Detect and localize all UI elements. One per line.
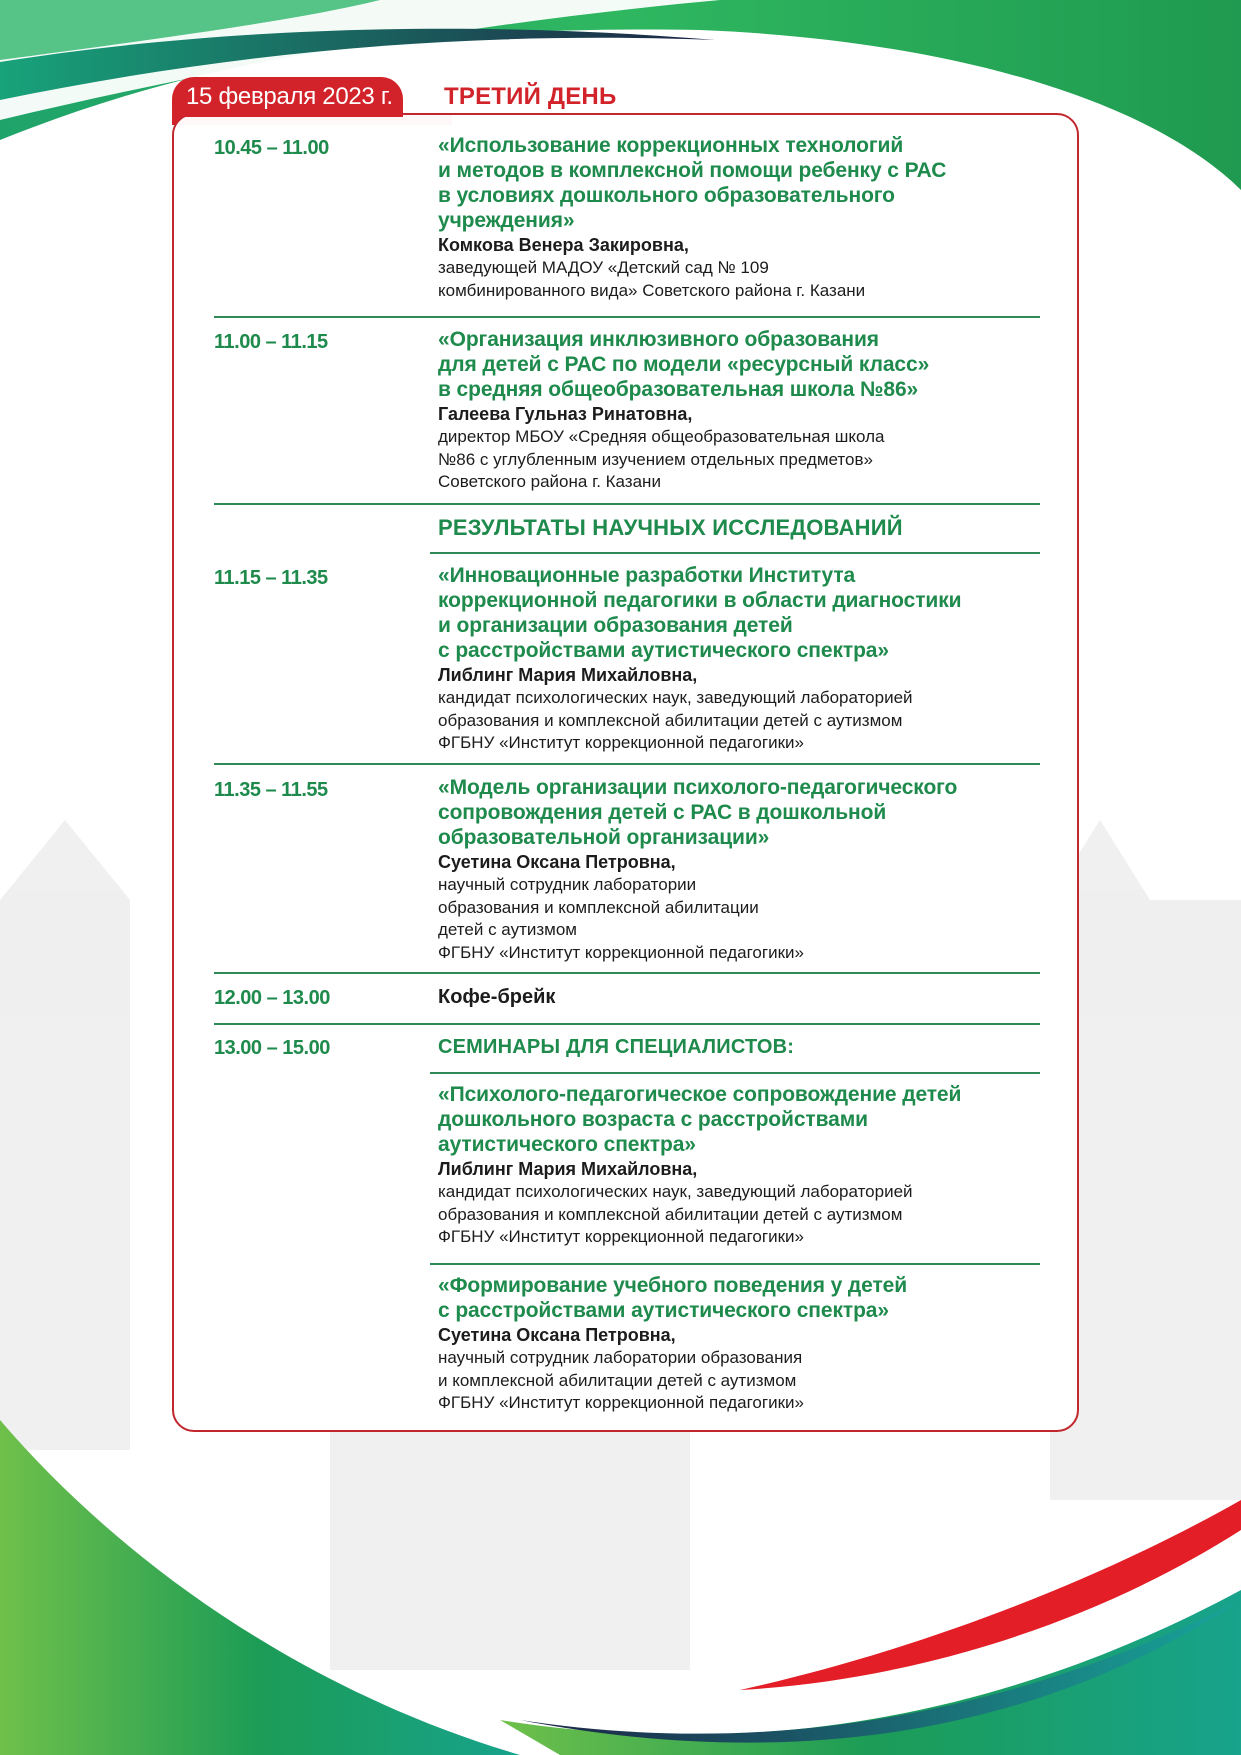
item-title: «Формирование учебного поведения у детей с расстройствами аутистического спектра»: [438, 1274, 908, 1322]
section-heading: РЕЗУЛЬТАТЫ НАУЧНЫХ ИССЛЕДОВАНИЙ: [438, 515, 903, 540]
item-affiliation: кандидат психологических наук, заведующий лабораторией образования и комплексной абилитации детей с аутизмом ФГБНУ «Институт коррекционной педагогики»: [438, 688, 913, 752]
break-label: Кофе-брейк: [438, 986, 556, 1008]
item-affiliation: научный сотрудник лаборатории образования и комплексной абилитации детей с аутизмом ФГБНУ «Институт коррекционной педагогики»: [438, 875, 804, 962]
item-speaker: Галеева Гульназ Ринатовна,: [438, 404, 693, 424]
separator: [430, 552, 1040, 554]
item-title: «Инновационные разработки Института коррекционной педагогики в области диагностики и организации образования детей с расстройствами аутистического спектра»: [438, 564, 962, 662]
item-time: 13.00 – 15.00: [214, 1037, 330, 1059]
item-affiliation: кандидат психологических наук, заведующий лабораторией образования и комплексной абилитации детей с аутизмом ФГБНУ «Институт коррекционной педагогики»: [438, 1182, 913, 1246]
day-label: ТРЕТИЙ ДЕНЬ: [444, 83, 617, 110]
separator: [430, 1263, 1040, 1265]
item-title: «Организация инклюзивного образования для детей с РАС по модели «ресурсный класс» в средняя общеобразовательная школа №86»: [438, 328, 930, 401]
separator: [430, 1072, 1040, 1074]
separator: [214, 972, 1040, 974]
item-title: «Психолого-педагогическое сопровождение детей дошкольного возраста с расстройствами аутистического спектра»: [438, 1083, 962, 1156]
item-time: 11.15 – 11.35: [214, 567, 328, 589]
separator: [214, 763, 1040, 765]
item-affiliation: директор МБОУ «Средняя общеобразовательная школа №86 с углубленным изучением отдельных предметов» Советского района г. Казани: [438, 427, 885, 491]
separator: [214, 1023, 1040, 1025]
program-card: [172, 113, 1079, 1432]
separator: [214, 503, 1040, 505]
item-title: «Использование коррекционных технологий и методов в комплексной помощи ребенку с РАС в условиях дошкольного образовательного учреждения»: [438, 134, 947, 232]
section-heading: СЕМИНАРЫ ДЛЯ СПЕЦИАЛИСТОВ:: [438, 1036, 795, 1058]
item-speaker: Либлинг Мария Михайловна,: [438, 1159, 698, 1179]
item-time: 12.00 – 13.00: [214, 987, 330, 1009]
item-time: 11.00 – 11.15: [214, 331, 328, 353]
item-affiliation: заведующей МАДОУ «Детский сад № 109 комбинированного вида» Советского района г. Казани: [438, 258, 866, 300]
item-affiliation: научный сотрудник лаборатории образования и комплексной абилитации детей с аутизмом ФГБНУ «Институт коррекционной педагогики»: [438, 1348, 804, 1412]
item-title: «Модель организации психолого-педагогического сопровождения детей с РАС в дошкольной образовательной организации»: [438, 776, 958, 849]
item-time: 11.35 – 11.55: [214, 779, 328, 801]
item-speaker: Суетина Оксана Петровна,: [438, 1325, 676, 1345]
date-label: 15 февраля 2023 г.: [172, 77, 403, 117]
separator: [214, 316, 1040, 318]
item-speaker: Суетина Оксана Петровна,: [438, 852, 676, 872]
item-speaker: Комкова Венера Закировна,: [438, 235, 689, 255]
item-speaker: Либлинг Мария Михайловна,: [438, 665, 698, 685]
item-time: 10.45 – 11.00: [214, 137, 329, 159]
